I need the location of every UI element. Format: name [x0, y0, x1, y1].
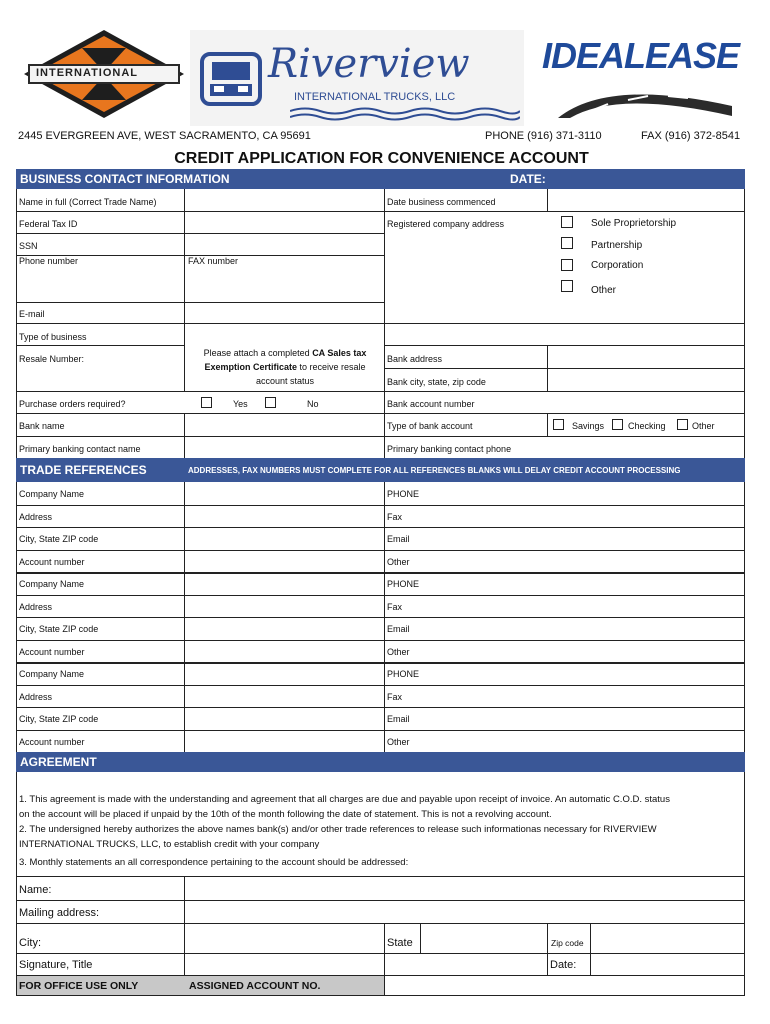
checking-label: Checking: [628, 421, 666, 431]
trade-grid-line: [744, 482, 745, 752]
idealease-text: IDEALEASE: [542, 35, 740, 76]
state-input[interactable]: [422, 925, 546, 952]
email-label: E-mail: [19, 309, 45, 319]
partnership-label: Partnership: [591, 240, 643, 251]
business-contact-header: BUSINESS CONTACT INFORMATION DATE:: [16, 169, 745, 189]
savings-label: Savings: [572, 421, 605, 431]
trade-ref-1-left-input[interactable]: [186, 528, 383, 549]
trade-ref-3-right-label: Fax: [387, 692, 403, 702]
mailing-address-input[interactable]: [186, 902, 743, 922]
trade-ref-1-left-label: Company Name: [19, 489, 85, 499]
name-label: Name in full (Correct Trade Name): [19, 197, 157, 207]
agreement-p3: 3. Monthly statements an all correspondence pertaining to the account should be addressed:: [19, 857, 409, 868]
trade-ref-1-left-label: Address: [19, 512, 53, 522]
trade-ref-1-right-input[interactable]: [420, 528, 744, 549]
resale-note: Please attach a completed CA Sales tax Exemption Certificate to receive resale account status: [203, 348, 367, 386]
trade-ref-1-right-input[interactable]: [420, 551, 744, 571]
trade-ref-2-right-input[interactable]: [420, 573, 744, 594]
bank-address-label: Bank address: [387, 354, 443, 364]
fax-label: FAX number: [188, 256, 239, 266]
primary-phone-input[interactable]: [549, 437, 743, 457]
zip-label: Zip code: [551, 938, 584, 948]
po-required-label: Purchase orders required?: [19, 399, 126, 409]
trade-ref-3-left-input[interactable]: [186, 708, 383, 729]
trade-ref-3-right-label: PHONE: [387, 669, 420, 679]
federal-tax-label: Federal Tax ID: [19, 219, 78, 229]
other-entity-label: Other: [591, 285, 617, 296]
zip-input[interactable]: [592, 925, 743, 952]
trade-ref-1-left-input[interactable]: [186, 483, 383, 504]
city-input[interactable]: [186, 925, 383, 952]
trade-ref-3-right-input[interactable]: [420, 686, 744, 706]
signature-label: Signature, Title: [19, 959, 93, 971]
trade-ref-1-right-label: PHONE: [387, 489, 420, 499]
international-logo: [22, 28, 186, 120]
primary-phone-label: Primary banking contact phone: [387, 444, 512, 454]
state-label: State: [387, 937, 413, 949]
trade-grid-line: [16, 482, 17, 752]
trade-ref-2-left-input[interactable]: [186, 573, 383, 594]
trade-ref-3-right-input[interactable]: [420, 731, 744, 751]
riverview-sub: INTERNATIONAL TRUCKS, LLC: [294, 91, 456, 103]
ssn-input[interactable]: [186, 234, 383, 254]
trade-note: ADDRESSES, FAX NUMBERS MUST COMPLETE FOR ALL REFERENCES BLANKS WILL DELAY CREDIT ACCOUNT PROCESSING: [188, 466, 681, 475]
other-account-label: Other: [692, 421, 715, 431]
agreement-p2a: 2. The undersigned hereby authorizes the above names bank(s) and/or other trade references to release such informationas necessary for RIVERVIEW: [19, 824, 657, 835]
po-no-label: No: [307, 399, 319, 409]
phone-label: Phone number: [19, 256, 79, 266]
agreement-header: AGREEMENT: [16, 752, 745, 772]
agreement-p1b: on the account will be placed if unpaid by the 10th of the month following the date of statement. This is not a revolving account.: [19, 809, 552, 820]
trade-grid-line: [184, 482, 185, 752]
date-commenced-label: Date business commenced: [387, 197, 496, 207]
office-use-label: FOR OFFICE USE ONLY: [19, 980, 139, 992]
bank-city-label: Bank city, state, zip code: [387, 377, 486, 387]
trade-ref-2-right-label: Other: [387, 647, 410, 657]
trade-ref-3-left-label: Account number: [19, 737, 85, 747]
agreement-p2b: INTERNATIONAL TRUCKS, LLC, to establish credit with your company: [19, 839, 320, 850]
trade-ref-3-left-input[interactable]: [186, 663, 383, 684]
date-commenced-input[interactable]: [549, 190, 743, 210]
riverview-script: Riverview: [268, 41, 470, 87]
type-business-input[interactable]: [186, 324, 383, 344]
trade-ref-3-right-input[interactable]: [420, 663, 744, 684]
trade-ref-2-right-label: PHONE: [387, 579, 420, 589]
riverview-logo: [190, 30, 524, 126]
po-no-checkbox[interactable]: [265, 397, 276, 408]
trade-ref-2-left-input[interactable]: [186, 596, 383, 616]
trade-ref-2-right-input[interactable]: [420, 618, 744, 639]
date-label: DATE:: [510, 172, 546, 186]
trade-ref-1-right-input[interactable]: [420, 483, 744, 504]
trade-ref-2-right-input[interactable]: [420, 641, 744, 661]
resale-label: Resale Number:: [19, 354, 85, 364]
email-input[interactable]: [186, 303, 383, 322]
trade-ref-1-right-label: Fax: [387, 512, 403, 522]
trade-ref-2-right-label: Email: [387, 624, 410, 634]
trade-ref-2-left-input[interactable]: [186, 618, 383, 639]
trade-ref-1-left-label: Account number: [19, 557, 85, 567]
trade-references-header: TRADE REFERENCES ADDRESSES, FAX NUMBERS MUST COMPLETE FOR ALL REFERENCES BLANKS WILL DELAY CREDIT ACCOUNT PROCESSING: [16, 458, 745, 482]
bank-city-input[interactable]: [549, 369, 743, 390]
trade-ref-2-right-input[interactable]: [420, 596, 744, 616]
type-bank-account-label: Type of bank account: [387, 421, 473, 431]
trade-ref-1-left-input[interactable]: [186, 506, 383, 526]
savings-checkbox[interactable]: [553, 419, 564, 430]
trade-ref-1-right-label: Email: [387, 534, 410, 544]
trade-ref-1-right-input[interactable]: [420, 506, 744, 526]
company-fax: FAX (916) 372-8541: [641, 130, 741, 142]
company-phone: PHONE (916) 371-3110: [485, 130, 602, 142]
trade-ref-1-left-input[interactable]: [186, 551, 383, 571]
trade-ref-3-right-label: Other: [387, 737, 410, 747]
trade-ref-2-left-input[interactable]: [186, 641, 383, 661]
trade-ref-2-left-label: Address: [19, 602, 53, 612]
international-logo-text: INTERNATIONAL: [36, 67, 139, 79]
registered-address-label: Registered company address: [387, 219, 505, 229]
sole-proprietorship-label: Sole Proprietorship: [591, 218, 677, 229]
corporation-checkbox[interactable]: [561, 259, 573, 271]
po-yes-label: Yes: [233, 399, 248, 409]
company-address: 2445 EVERGREEN AVE, WEST SACRAMENTO, CA 95691: [18, 130, 311, 142]
mail-name-label: Name:: [19, 884, 52, 896]
trade-ref-2-left-label: Company Name: [19, 579, 85, 589]
mail-name-input[interactable]: [186, 878, 743, 899]
other-account-checkbox[interactable]: [677, 419, 688, 430]
partnership-checkbox[interactable]: [561, 237, 573, 249]
trade-ref-2-left-label: City, State ZIP code: [19, 624, 99, 634]
trade-ref-2-right-label: Fax: [387, 602, 403, 612]
primary-contact-label: Primary banking contact name: [19, 444, 141, 454]
primary-contact-input[interactable]: [186, 437, 383, 457]
trade-ref-3-left-label: City, State ZIP code: [19, 714, 99, 724]
trade-ref-3-left-label: Address: [19, 692, 53, 702]
trade-ref-3-left-label: Company Name: [19, 669, 85, 679]
date-input[interactable]: [592, 955, 743, 974]
trade-ref-1-left-label: City, State ZIP code: [19, 534, 99, 544]
trade-ref-3-left-input[interactable]: [186, 686, 383, 706]
bank-name-input[interactable]: [186, 414, 383, 435]
ssn-label: SSN: [19, 241, 38, 251]
trade-ref-3-left-input[interactable]: [186, 731, 383, 751]
bank-account-number-input[interactable]: [549, 392, 743, 412]
bank-name-label: Bank name: [19, 421, 65, 431]
page-title: CREDIT APPLICATION FOR CONVENIENCE ACCOUNT: [174, 150, 589, 167]
trade-ref-3-right-label: Email: [387, 714, 410, 724]
city-label: City:: [19, 937, 41, 949]
trade-grid-line: [384, 482, 385, 752]
federal-tax-input[interactable]: [186, 212, 383, 232]
mailing-address-label: Mailing address:: [19, 907, 100, 919]
bank-address-input[interactable]: [549, 346, 743, 367]
other-entity-checkbox[interactable]: [561, 280, 573, 292]
idealease-logo: [538, 32, 740, 122]
assigned-account-label: ASSIGNED ACCOUNT NO.: [189, 980, 321, 992]
po-yes-checkbox[interactable]: [201, 397, 212, 408]
agreement-p1a: 1. This agreement is made with the understanding and agreement that all charges are due and payable upon receipt of invoice. An automatic C.O.D. status: [19, 794, 670, 805]
sole-proprietorship-checkbox[interactable]: [561, 216, 573, 228]
checking-checkbox[interactable]: [612, 419, 623, 430]
trade-ref-1-right-label: Other: [387, 557, 410, 567]
assigned-account-input[interactable]: [386, 977, 743, 994]
type-business-label: Type of business: [19, 332, 87, 342]
name-input[interactable]: [186, 190, 383, 210]
signature-input[interactable]: [186, 955, 546, 974]
bank-account-number-label: Bank account number: [387, 399, 475, 409]
trade-ref-3-right-input[interactable]: [420, 708, 744, 729]
date-bottom-label: Date:: [550, 959, 577, 971]
phone-input[interactable]: [186, 267, 383, 301]
corporation-label: Corporation: [591, 260, 644, 271]
trade-ref-2-left-label: Account number: [19, 647, 85, 657]
